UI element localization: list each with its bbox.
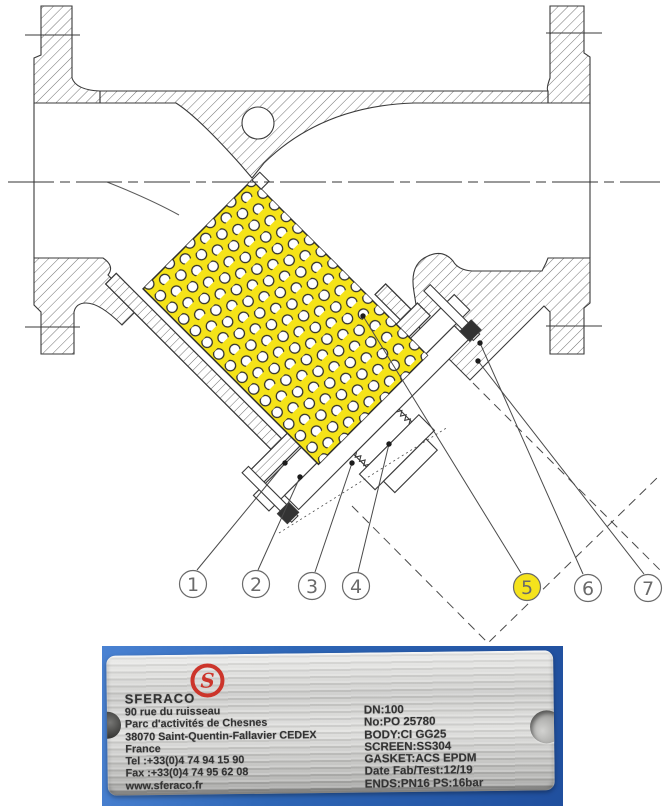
address-line: 38070 Saint-Quentin-Fallavier CEDEX bbox=[125, 728, 317, 744]
balloon-3-label: 3 bbox=[305, 576, 319, 598]
top-wall bbox=[100, 91, 548, 178]
balloon-6-label: 6 bbox=[581, 578, 595, 600]
projection-dashed-line bbox=[473, 383, 660, 570]
spec-line-screen: SCREEN:SS304 bbox=[364, 739, 452, 754]
projection-dashed-v bbox=[349, 477, 658, 643]
brand-name: SFERACO bbox=[124, 690, 196, 707]
address-line: France bbox=[125, 742, 161, 756]
address-block bbox=[125, 704, 317, 792]
plate-mounting-hole-right bbox=[530, 710, 555, 743]
nameplate-plate bbox=[106, 650, 555, 795]
left-flange-bottom bbox=[34, 258, 140, 354]
address-line-fax: Fax :+33(0)4 74 95 62 08 bbox=[125, 766, 249, 780]
spec-line-body: BODY:CI GG25 bbox=[364, 727, 447, 742]
nameplate-photo bbox=[102, 646, 563, 806]
left-flange-top bbox=[34, 6, 100, 103]
balloon-7 bbox=[635, 575, 662, 602]
bore-curve bbox=[107, 182, 179, 215]
spec-line-gasket: GASKET:ACS EPDM bbox=[364, 751, 477, 766]
body-boss-hole bbox=[242, 107, 274, 139]
right-flange-top bbox=[547, 6, 590, 103]
spec-line-ends: ENDS:PN16 PS:16bar bbox=[364, 775, 484, 791]
address-line: Parc d'activités de Chesnes bbox=[124, 717, 268, 731]
plate-mounting-hole-left bbox=[106, 712, 121, 739]
balloon-5-label: 5 bbox=[520, 577, 534, 599]
address-line: 90 rue du ruisseau bbox=[124, 705, 221, 719]
balloon-6 bbox=[575, 575, 602, 602]
balloon-5-highlighted bbox=[514, 574, 541, 601]
spec-line-date: Date Fab/Test:12/19 bbox=[364, 763, 473, 779]
balloon-2 bbox=[243, 571, 270, 598]
balloon-4 bbox=[343, 573, 370, 600]
spec-line-dn: DN:100 bbox=[363, 703, 404, 717]
balloon-1 bbox=[180, 571, 207, 598]
balloon-3 bbox=[299, 573, 326, 600]
balloon-1-label: 1 bbox=[186, 574, 200, 596]
address-line-tel: Tel :+33(0)4 74 94 15 90 bbox=[125, 754, 245, 768]
address-line-web: www.sferaco.fr bbox=[125, 779, 203, 793]
balloon-2-label: 2 bbox=[249, 574, 263, 596]
balloon-7-label: 7 bbox=[641, 578, 655, 600]
leader-1 bbox=[197, 463, 285, 570]
sferaco-logo-letter: S bbox=[200, 668, 215, 693]
leader-6 bbox=[480, 343, 583, 574]
balloon-4-label: 4 bbox=[349, 576, 363, 598]
spec-block bbox=[364, 703, 484, 791]
spec-line-no: No:PO 25780 bbox=[363, 715, 436, 729]
leader-7 bbox=[478, 361, 644, 574]
